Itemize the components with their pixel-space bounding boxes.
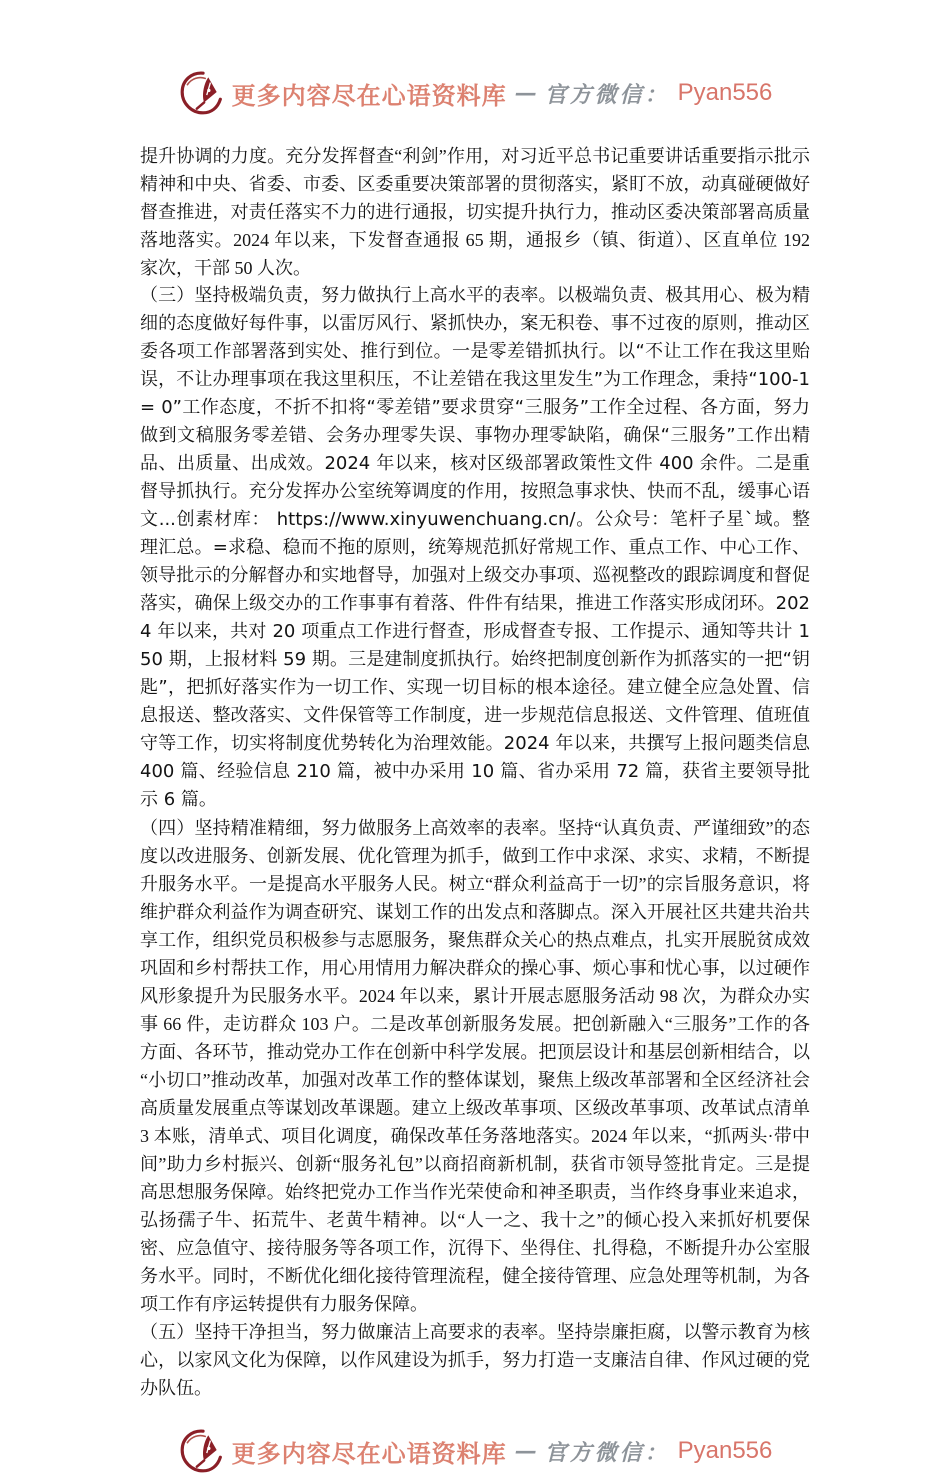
footer-wechat-id: Pyan556 xyxy=(677,1437,773,1464)
document-body xyxy=(140,142,810,1402)
wechat-label: 官方微信： xyxy=(544,81,670,108)
footer-dash-separator: — xyxy=(514,1438,537,1464)
header-brand-banner xyxy=(140,70,810,116)
paragraph-section-five: （五）坚持干净担当，努力做廉洁上高要求的表率。坚持崇廉拒腐，以警示教育为核心，以家风文化为保障，以作风建设为抓手，努力打造一支廉洁自律、作风过硬的党办队伍。 xyxy=(140,1322,810,1398)
pen-swirl-logo-icon xyxy=(178,70,224,116)
brand-tagline: 更多内容尽在心语资料库 xyxy=(231,83,507,110)
footer-brand-banner xyxy=(140,1428,810,1474)
paragraph-section-four: （四）坚持精准精细，努力做服务上高效率的表率。坚持“认真负责、严谨细致”的态度以改进服务、创新发展、优化管理为抓手，做到工作中求深、求实、求精，不断提升服务水平。一是提高水平服务人民。树立“群众利益高于一切”的宗旨服务意识，将维护群众利益作为调查研究、谋划工作的出发点和落脚点。深入开展社区共建共治共享工作，组织党员积极参与志愿服务，聚焦群众关心的热点难点，扎实开展脱贫成效巩固和乡村帮扶工作，用心用情用力解决群众的操心事、烦心事和忧心事，以过硬作风形象提升为民服务水平。2024 年以来，累计开展志愿服务活动 98 次，为群众办实事 66 件，走访群众 103 户。二是改革创新服务发展。把创新融入“三服务”工作的各方面、各环节，推动党办工作在创新中科学发展。把顶层设计和基层创新相结合，以“小切口”推动改革，加强对改革工作的整体谋划，聚焦上级改革部署和全区经济社会高质量发展重点等谋划改革课题。建立上级改革事项、区级改革事项、改革试点清单 3 本账，清单式、项目化调度，确保改革任务落地落实。2024 年以来，“抓两头·带中间”助力乡村振兴、创新“服务礼包”以商招商新机制，获省市领导签批肯定。三是提高思想服务保障。始终把党办工作当作光荣使命和神圣职责，当作终身事业来追求，弘扬孺子牛、拓荒牛、老黄牛精神。以“人一之、我十之”的倾心投入来抓好机要保密、应急值守、接待服务等各项工作，沉得下、坐得住、扎得稳，不断提升办公室服务水平。同时，不断优化细化接待管理流程，健全接待管理、应急处理等机制，为各项工作有序运转提供有力服务保障。 xyxy=(140,818,810,1314)
footer-brand-tagline: 更多内容尽在心语资料库 xyxy=(231,1441,507,1468)
paragraph-section-three: （三）坚持极端负责，努力做执行上高水平的表率。以极端负责、极其用心、极为精细的态度做好每件事，以雷厉风行、紧抓快办，案无积卷、事不过夜的原则，推动区委各项工作部署落到实处、推行到位。一是零差错抓执行。以“不让工作在我这里贻误，不让办理事项在我这里积压，不让差错在我这里发生”为工作理念，秉持“100-1 = 0”工作态度，不折不扣将“零差错”要求贯穿“三服务”工作全过程、各方面，努力做到文稿服务零差错、会务办理零失误、事物办理零缺陷，确保“三服务”工作出精品、出质量、出成效。2024 年以来，核对区级部署政策性文件 400 余件。二是重督导抓执行。充分发挥办公室统筹调度的作用，按照急事求快、快而不乱，缓事心语文...创素材库： https://www.xinyuwenchuang.cn/。公众号：笔杆子星`域。整理汇总。=求稳、稳而不拖的原则，统筹规范抓好常规工作、重点工作、中心工作、领导批示的分解督办和实地督导，加强对上级交办事项、巡视整改的跟踪调度和督促落实，确保上级交办的工作事事有着落、件件有结果，推进工作落实形成闭环。2024 年以来，共对 20 项重点工作进行督查，形成督查专报、工作提示、通知等共计 150 期，上报材料 59 期。三是建制度抓执行。始终把制度创新作为抓落实的一把“钥匙”，把抓好落实作为一切工作、实现一切目标的根本途径。建立健全应急处置、信息报送、整改落实、文件保管等工作制度，进一步规范信息报送、文件管理、值班值守等工作，切实将制度优势转化为治理效能。2024 年以来，共撰写上报问题类信息 400 篇、经验信息 210 篇，被中办采用 10 篇、省办采用 72 篇，获省主要领导批示 6 篇。 xyxy=(140,285,810,810)
dash-separator: — xyxy=(514,80,537,106)
footer-pen-swirl-logo-icon xyxy=(178,1428,224,1474)
wechat-id: Pyan556 xyxy=(677,79,773,106)
footer-wechat-label: 官方微信： xyxy=(544,1439,670,1466)
paragraph-continuation: 提升协调的力度。充分发挥督查“利剑”作用，对习近平总书记重要讲话重要指示批示精神和中央、省委、市委、区委重要决策部署的贯彻落实，紧盯不放，动真碰硬做好督查推进，对责任落实不力的进行通报，切实提升执行力，推动区委决策部署高质量落地落实。2024 年以来，下发督查通报 65 期，通报乡（镇、街道）、区直单位 192 家次，干部 50 人次。 xyxy=(140,146,810,278)
